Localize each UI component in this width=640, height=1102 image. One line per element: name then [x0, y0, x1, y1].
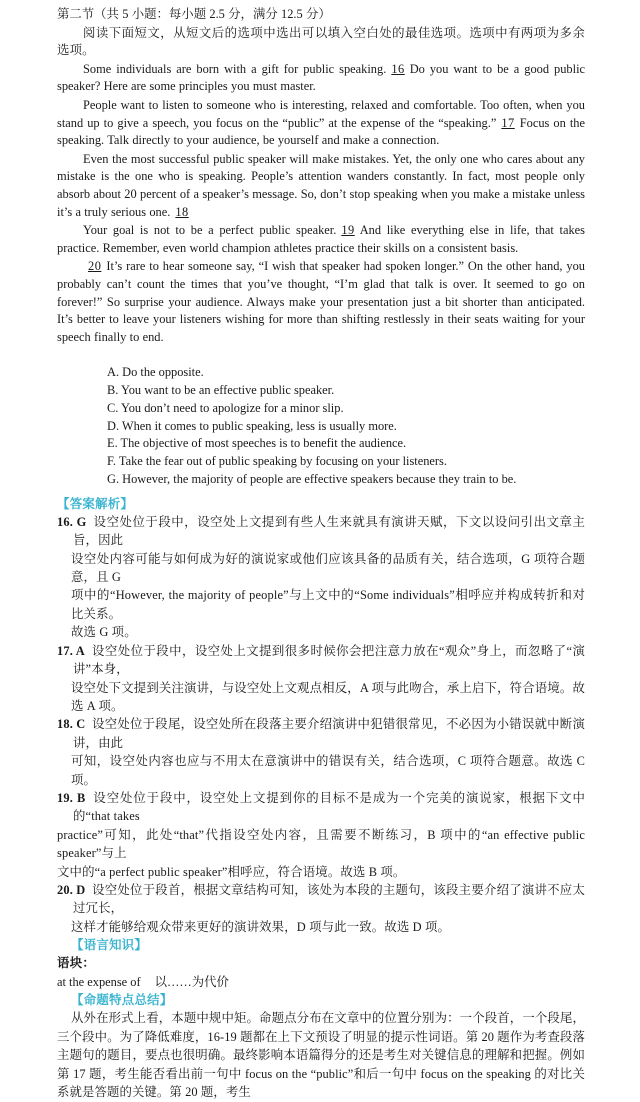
passage-p2-text-a: People want to listen to someone who is interesting, relaxed and comfortable. Too often, when you stand up to give a speech, you focus on the “public” at the expense of the “speaking.” [57, 97, 585, 130]
analysis-20-number: 20. D [57, 882, 86, 897]
option-b[interactable]: B. You want to be an effective public speaker. [107, 383, 335, 398]
language-knowledge-entry [57, 973, 585, 991]
analysis-17-text1: 设空处位于段中，设空处上文提到很多时候你会把注意力放在“观众”身上，而忽略了“演讲”本身， [73, 643, 586, 677]
analysis-18-text1: 设空处位于段尾，设空处所在段落主要介绍演讲中犯错很常见，不必因为小错误就中断演讲，由此 [73, 717, 585, 750]
option-g[interactable]: G. However, the majority of people are effective speakers because they train to be. [107, 472, 517, 487]
exam-summary-body: 从外在形式上看，本题中规中矩。命题点分布在文章中的位置分别为：一个段首，一个段尾，三个段中。为了降低难度，16-19 题都在上下文预设了明显的提示性词语。第 20 题作为考查段落主题句的题目，要点也很明确。最终影响本语篇得分的还是考生对关键信息的理解和把握。例如第 17 题，考生能否看出前一句中 focus on the “public”和后一句中 focus on the speaking 的对比关系就是答题的关键。第 20 题，考生 [57, 1011, 585, 1100]
analysis-16-line4: 故选 G 项。 [71, 625, 137, 640]
section-instruction: 阅读下面短文，从短文后的选项中选出可以填入空白处的最佳选项。选项中有两项为多余选项。 [57, 25, 585, 58]
analysis-17-number: 17. A [57, 643, 85, 658]
analysis-item-20 [57, 881, 585, 936]
passage-p3-text-a: Even the most successful public speaker will make mistakes. Yet, the only one who cares about any mistake is the one who is speaking. People’s attention wanders constantly. In fact, most people only absorb about 20 percent of a speaker’s message. So, don’t stop speaking when you make a mistake unless it’s a truly serious one. [57, 151, 585, 219]
blank-16: 16 [391, 61, 405, 76]
spacer-before-options [57, 347, 585, 364]
exam-summary-heading: 【命题特点总结】 [71, 992, 173, 1008]
page-content [57, 6, 585, 1102]
analysis-18-line1 [57, 715, 585, 752]
analysis-item-19 [57, 789, 585, 881]
analysis-17-line1 [57, 642, 585, 679]
language-knowledge-label: 语块： [57, 956, 96, 971]
passage-paragraph-2 [57, 97, 585, 150]
option-c[interactable]: C. You don’t need to apologize for a minor slip. [107, 400, 344, 415]
passage-p4-text-a: Your goal is not to be a perfect public speaker. [83, 223, 337, 238]
option-e[interactable]: E. The objective of most speeches is to benefit the audience. [107, 436, 407, 451]
analysis-16-text1: 设空处位于段中，设空处上文提到有些人生来就具有演讲天赋，下文以设问引出文章主旨，因此 [73, 514, 585, 548]
analysis-16-line3: 项中的“However, the majority of people”与上文中的“Some individuals”相呼应并构成转折和对比关系。 [71, 588, 585, 621]
analysis-18-line2: 可知，设空处内容也应与不用太在意演讲中的错误有关，结合选项，C 项符合题意。故选 C 项。 [71, 754, 585, 787]
analysis-20-line1 [57, 881, 585, 918]
blank-20: 20 [88, 259, 102, 274]
analysis-16-number: 16. G [57, 514, 87, 529]
passage-p5-text-b: It’s rare to hear someone say, “I wish that speaker had spoken longer.” On the other hand, you probably can’t count the times that you’ve thought, “I’m glad that talk is over. It seemed to go on forever!” So surprise your audience. Always make your presentation just a bit shorter than anticipated. It’s better to leave your listeners wishing for more than shifting restlessly in their seats waiting for your speech finally to end. [57, 259, 585, 344]
analysis-19-line3: 文中的“a perfect public speaker”相呼应，符合语境。故选 B 项。 [57, 864, 406, 879]
analysis-19-line1 [57, 789, 585, 826]
passage-p1-text-b: Do you want to be a good public speaker? Here are some principles you must master. [57, 61, 586, 94]
language-knowledge-entry-en: at the expense of [57, 974, 141, 989]
analysis-item-17 [57, 642, 585, 716]
analysis-19-number: 19. B [57, 790, 86, 805]
option-d[interactable]: D. When it comes to public speaking, less is usually more. [107, 418, 397, 433]
analysis-20-line2: 这样才能够给观众带来更好的演讲效果，D 项与此一致。故选 D 项。 [71, 919, 451, 934]
passage-paragraph-5 [57, 258, 585, 346]
analysis-heading: 【答案解析】 [57, 495, 134, 511]
option-list [57, 364, 585, 489]
blank-19: 19 [341, 223, 355, 238]
analysis-20-text1: 设空处位于段首，根据文章结构可知，该处为本段的主题句，该段主要介绍了演讲不应太过冗长， [73, 882, 585, 916]
analysis-16-line2: 设空处内容可能与如何成为好的演说家或他们应该具备的品质有关，结合选项，G 项符合题意，且 G [71, 551, 585, 585]
option-f[interactable]: F. Take the fear out of public speaking by focusing on your listeners. [107, 454, 447, 469]
blank-18: 18 [175, 204, 189, 219]
analysis-17-line2: 设空处下文提到关注演讲，与设空处上文观点相反，A 项与此吻合，承上启下，符合语境。故选 A 项。 [71, 680, 585, 713]
passage-paragraph-3 [57, 151, 585, 221]
passage-paragraph-1 [57, 61, 585, 96]
analysis-19-text1: 设空处位于段中，设空处上文提到你的目标不是成为一个完美的演说家，根据下文中的“that takes [73, 790, 585, 824]
language-knowledge-heading: 【语言知识】 [71, 937, 148, 953]
language-knowledge-entry-cn: 以……为代价 [154, 974, 229, 989]
analysis-16-line1 [57, 513, 585, 550]
passage-paragraph-4 [57, 222, 585, 257]
analysis-18-number: 18. C [57, 717, 86, 732]
analysis-19-line2: practice”可知，此处“that”代指设空处内容，且需要不断练习，B 项中的“an effective public speaker”与上 [57, 827, 585, 861]
passage-p2-text-b: Focus on the speaking. Talk directly to your audience, be yourself and make a connection. [57, 115, 585, 148]
passage-p4-text-b: And like everything else in life, that takes practice. Remember, even world champion athletes practice their skills on a consistent basis. [57, 223, 585, 255]
passage-p1-text-a: Some individuals are born with a gift for public speaking. [83, 61, 387, 76]
option-a[interactable]: A. Do the opposite. [107, 365, 204, 380]
blank-17: 17 [501, 115, 515, 130]
section-title: 第二节（共 5 小题：每小题 2.5 分，满分 12.5 分） [57, 7, 331, 21]
analysis-item-16 [57, 513, 585, 642]
analysis-item-18 [57, 715, 585, 789]
